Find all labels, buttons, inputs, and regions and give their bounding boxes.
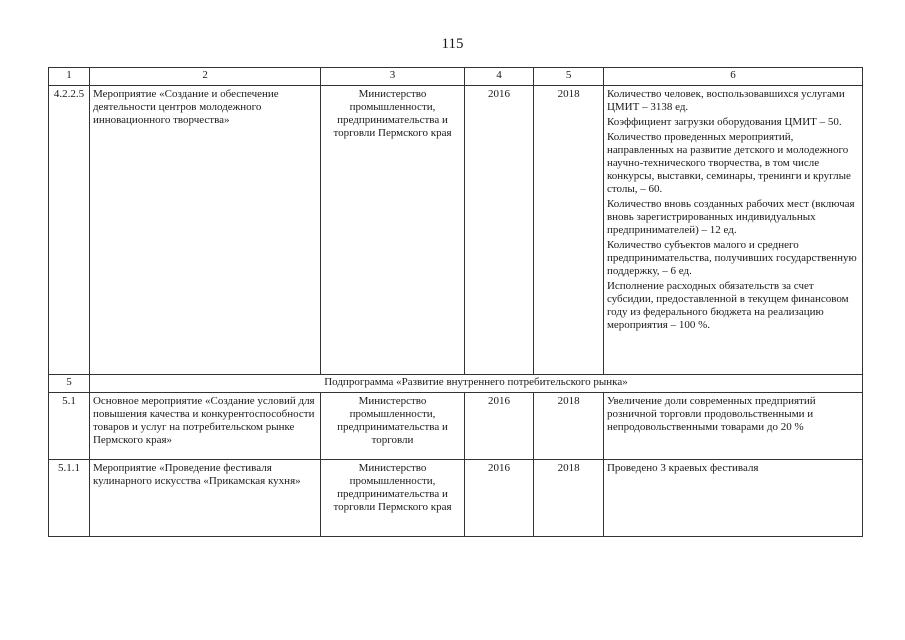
expected-results bbox=[603, 393, 862, 460]
program-table bbox=[48, 67, 863, 537]
measure-name: Мероприятие «Проведение фестиваля кулинарного искусства «Прикамская кухня» bbox=[89, 460, 320, 537]
result-item: Количество проведенных мероприятий, направленных на развитие детского и молодежного научно-технического творчества, в том числе конкурсы, выставки, семинары, тренинги и круглые столы, – 60. bbox=[606, 131, 851, 195]
result-item: Количество человек, воспользовавшихся услугами ЦМИТ – 3138 ед. bbox=[606, 88, 845, 113]
result-item: Исполнение расходных обязательств за счет субсидии, предоставленной в текущем финансовом году из федерального бюджета на реализацию мероприятия – 100 %. bbox=[606, 280, 849, 331]
row-number: 5.1.1 bbox=[49, 460, 90, 537]
start-year: 2016 bbox=[464, 86, 534, 375]
result-item: Количество вновь созданных рабочих мест (включая вновь зарегистрированных индивидуальных предпринимателей) – 12 ед. bbox=[606, 198, 855, 236]
row-number: 4.2.2.5 bbox=[49, 86, 90, 375]
start-year: 2016 bbox=[464, 460, 534, 537]
column-number-1: 1 bbox=[49, 68, 90, 86]
result-item: Количество субъектов малого и среднего предпринимательства, получивших государственную поддержку, – 6 ед. bbox=[606, 239, 857, 277]
subprogram-row bbox=[49, 375, 863, 393]
page-number: 115 bbox=[441, 36, 464, 52]
end-year: 2018 bbox=[534, 460, 604, 537]
executor: Министерство промышленности, предпринимательства и торговли Пермского края bbox=[321, 86, 464, 375]
end-year: 2018 bbox=[534, 393, 604, 460]
table-row bbox=[49, 86, 863, 375]
column-number-5: 5 bbox=[534, 68, 604, 86]
end-year: 2018 bbox=[534, 86, 604, 375]
table-row bbox=[49, 460, 863, 537]
table-header-row bbox=[49, 68, 863, 86]
subprogram-title: Подпрограмма «Развитие внутреннего потребительского рынка» bbox=[89, 375, 862, 393]
table-row bbox=[49, 393, 863, 460]
expected-results bbox=[603, 460, 862, 537]
column-number-3: 3 bbox=[321, 68, 464, 86]
column-number-4: 4 bbox=[464, 68, 534, 86]
column-number-2: 2 bbox=[89, 68, 320, 86]
column-number-6: 6 bbox=[603, 68, 862, 86]
row-number: 5.1 bbox=[49, 393, 90, 460]
start-year: 2016 bbox=[464, 393, 534, 460]
executor: Министерство промышленности, предпринимательства и торговли Пермского края bbox=[321, 460, 464, 537]
measure-name: Мероприятие «Создание и обеспечение деятельности центров молодежного инновационного творчества» bbox=[89, 86, 320, 375]
executor: Министерство промышленности, предпринимательства и торговли bbox=[321, 393, 464, 460]
result-item: Проведено 3 краевых фестиваля bbox=[606, 462, 759, 474]
measure-name: Основное мероприятие «Создание условий для повышения качества и конкурентоспособности товаров и услуг на потребительском рынке Пермского края» bbox=[89, 393, 320, 460]
result-item: Коэффициент загрузки оборудования ЦМИТ – 50. bbox=[606, 116, 842, 128]
expected-results bbox=[603, 86, 862, 375]
result-item: Увеличение доли современных предприятий розничной торговли продовольственными и непродовольственными товарами до 20 % bbox=[606, 395, 816, 433]
row-number: 5 bbox=[49, 375, 90, 393]
